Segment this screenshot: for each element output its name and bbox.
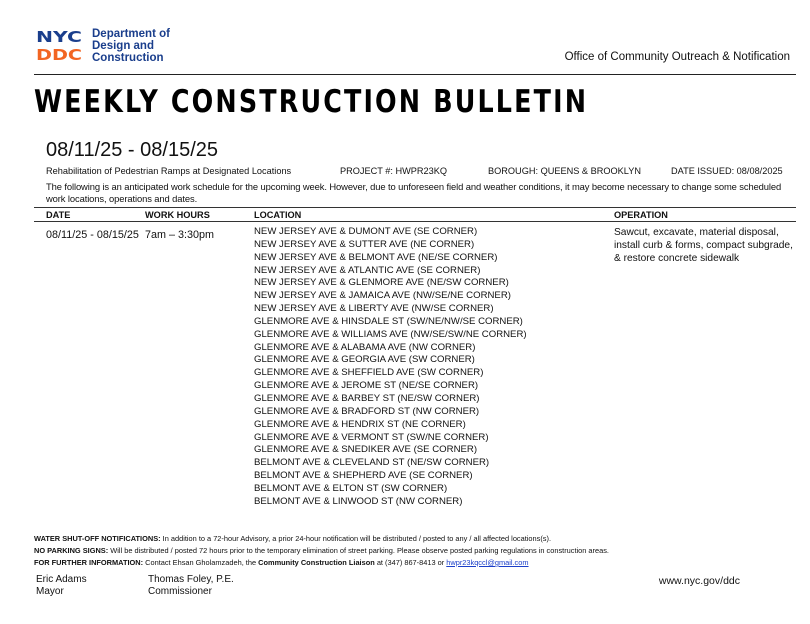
parking-text: Will be distributed / posted 72 hours prior to the temporary elimination of street parking. Please observe posted parking regulations in construction areas. <box>110 546 609 555</box>
location-item: GLENMORE AVE & HINSDALE ST (SW/NE/NW/SE CORNER) <box>254 315 523 327</box>
water-shutoff-note <box>34 534 551 543</box>
bulletin-date-range: 08/11/25 - 08/15/25 <box>46 139 218 161</box>
operation-description: Sawcut, excavate, material disposal, install curb & forms, compact subgrade, & restore concrete sidewalk <box>614 227 793 264</box>
commissioner-title: Commissioner <box>148 586 212 597</box>
location-item: NEW JERSEY AVE & BELMONT AVE (NE/SE CORNER) <box>254 251 498 263</box>
contact-role: Community Construction Liaison <box>258 558 375 567</box>
schedule-date: 08/11/25 - 08/15/25 <box>46 229 139 241</box>
location-item: GLENMORE AVE & JEROME ST (NE/SE CORNER) <box>254 380 479 392</box>
location-item: NEW JERSEY AVE & JAMAICA AVE (NW/SE/NE CORNER) <box>254 290 511 302</box>
location-item: GLENMORE AVE & BRADFORD ST (NW CORNER) <box>254 405 480 417</box>
location-item: NEW JERSEY AVE & SUTTER AVE (NE CORNER) <box>254 238 475 250</box>
schedule-hours: 7am – 3:30pm <box>145 229 215 241</box>
water-shutoff-text: In addition to a 72-hour Advisory, a prior 24-hour notification will be distributed / posted to any / all affected locations(s). <box>162 534 552 543</box>
contact-email-link[interactable]: hwpr23kqccl@gmail.com <box>446 558 529 567</box>
website-link[interactable]: www.nyc.gov/ddc <box>658 575 740 587</box>
location-item: GLENMORE AVE & SHEFFIELD AVE (SW CORNER) <box>254 367 484 379</box>
project-name: Rehabilitation of Pedestrian Ramps at Designated Locations <box>46 166 292 176</box>
intro-paragraph: The following is an anticipated work schedule for the upcoming week. However, due to unforeseen field and weather conditions, it may become necessary to change some scheduled work locations, operations and dates. <box>46 181 782 204</box>
project-number: PROJECT #: HWPR23KQ <box>340 166 448 176</box>
logo-nyc-text: NYC <box>36 28 82 46</box>
location-item: GLENMORE AVE & GEORGIA AVE (SW CORNER) <box>254 354 475 366</box>
location-item: NEW JERSEY AVE & LIBERTY AVE (NW/SE CORNER) <box>254 303 494 315</box>
mayor-signature <box>36 574 87 598</box>
department-name <box>92 28 170 64</box>
location-item: NEW JERSEY AVE & GLENMORE AVE (NE/SW CORNER) <box>254 277 509 289</box>
nyc-ddc-logo <box>36 28 84 62</box>
location-item: NEW JERSEY AVE & ATLANTIC AVE (SE CORNER) <box>254 264 481 276</box>
location-item: GLENMORE AVE & BARBEY ST (NE/SW CORNER) <box>254 392 480 404</box>
contact-phone-text: at (347) 867-8413 or <box>376 558 445 567</box>
contact-note <box>34 558 529 567</box>
column-header-hours: WORK HOURS <box>145 210 210 220</box>
location-item: GLENMORE AVE & WILLIAMS AVE (NW/SE/SW/NE CORNER) <box>254 328 527 340</box>
column-header-location: LOCATION <box>254 210 302 220</box>
contact-label: FOR FURTHER INFORMATION: <box>34 558 144 567</box>
header-divider <box>34 74 796 75</box>
location-item: GLENMORE AVE & VERMONT ST (SW/NE CORNER) <box>254 431 489 443</box>
table-top-rule <box>34 207 796 208</box>
parking-label: NO PARKING SIGNS: <box>34 546 109 555</box>
commissioner-signature <box>148 574 234 598</box>
parking-note <box>34 546 609 555</box>
location-list <box>254 226 527 509</box>
mayor-name: Eric Adams <box>36 574 87 585</box>
commissioner-name: Thomas Foley, P.E. <box>148 574 234 585</box>
location-item: BELMONT AVE & ELTON ST (SW CORNER) <box>254 482 448 494</box>
location-item: BELMONT AVE & LINWOOD ST (NW CORNER) <box>254 495 463 507</box>
column-header-operation: OPERATION <box>614 210 668 220</box>
borough: BOROUGH: QUEENS & BROOKLYN <box>488 166 641 176</box>
department-line: Design and <box>92 40 154 52</box>
date-issued: DATE ISSUED: 08/08/2025 <box>671 166 783 176</box>
location-item: BELMONT AVE & SHEPHERD AVE (SE CORNER) <box>254 470 473 482</box>
location-item: NEW JERSEY AVE & DUMONT AVE (SE CORNER) <box>254 226 478 237</box>
water-shutoff-label: WATER SHUT-OFF NOTIFICATIONS: <box>34 534 161 543</box>
location-item: GLENMORE AVE & HENDRIX ST (NE CORNER) <box>254 418 466 430</box>
department-line: Department of <box>92 28 170 40</box>
department-line: Construction <box>92 52 164 64</box>
logo-ddc-text: DDC <box>36 46 82 62</box>
column-header-date: DATE <box>46 210 71 220</box>
office-name: Office of Community Outreach & Notification <box>564 51 790 63</box>
bulletin-title: WEEKLY CONSTRUCTION BULLETIN <box>34 84 589 120</box>
location-item: GLENMORE AVE & SNEDIKER AVE (SE CORNER) <box>254 444 478 456</box>
contact-text: Contact Ehsan Gholamzadeh, the <box>145 558 257 567</box>
location-item: BELMONT AVE & CLEVELAND ST (NE/SW CORNER) <box>254 457 490 469</box>
mayor-title: Mayor <box>36 586 64 597</box>
location-item: GLENMORE AVE & ALABAMA AVE (NW CORNER) <box>254 341 476 353</box>
table-header-rule <box>34 221 796 222</box>
